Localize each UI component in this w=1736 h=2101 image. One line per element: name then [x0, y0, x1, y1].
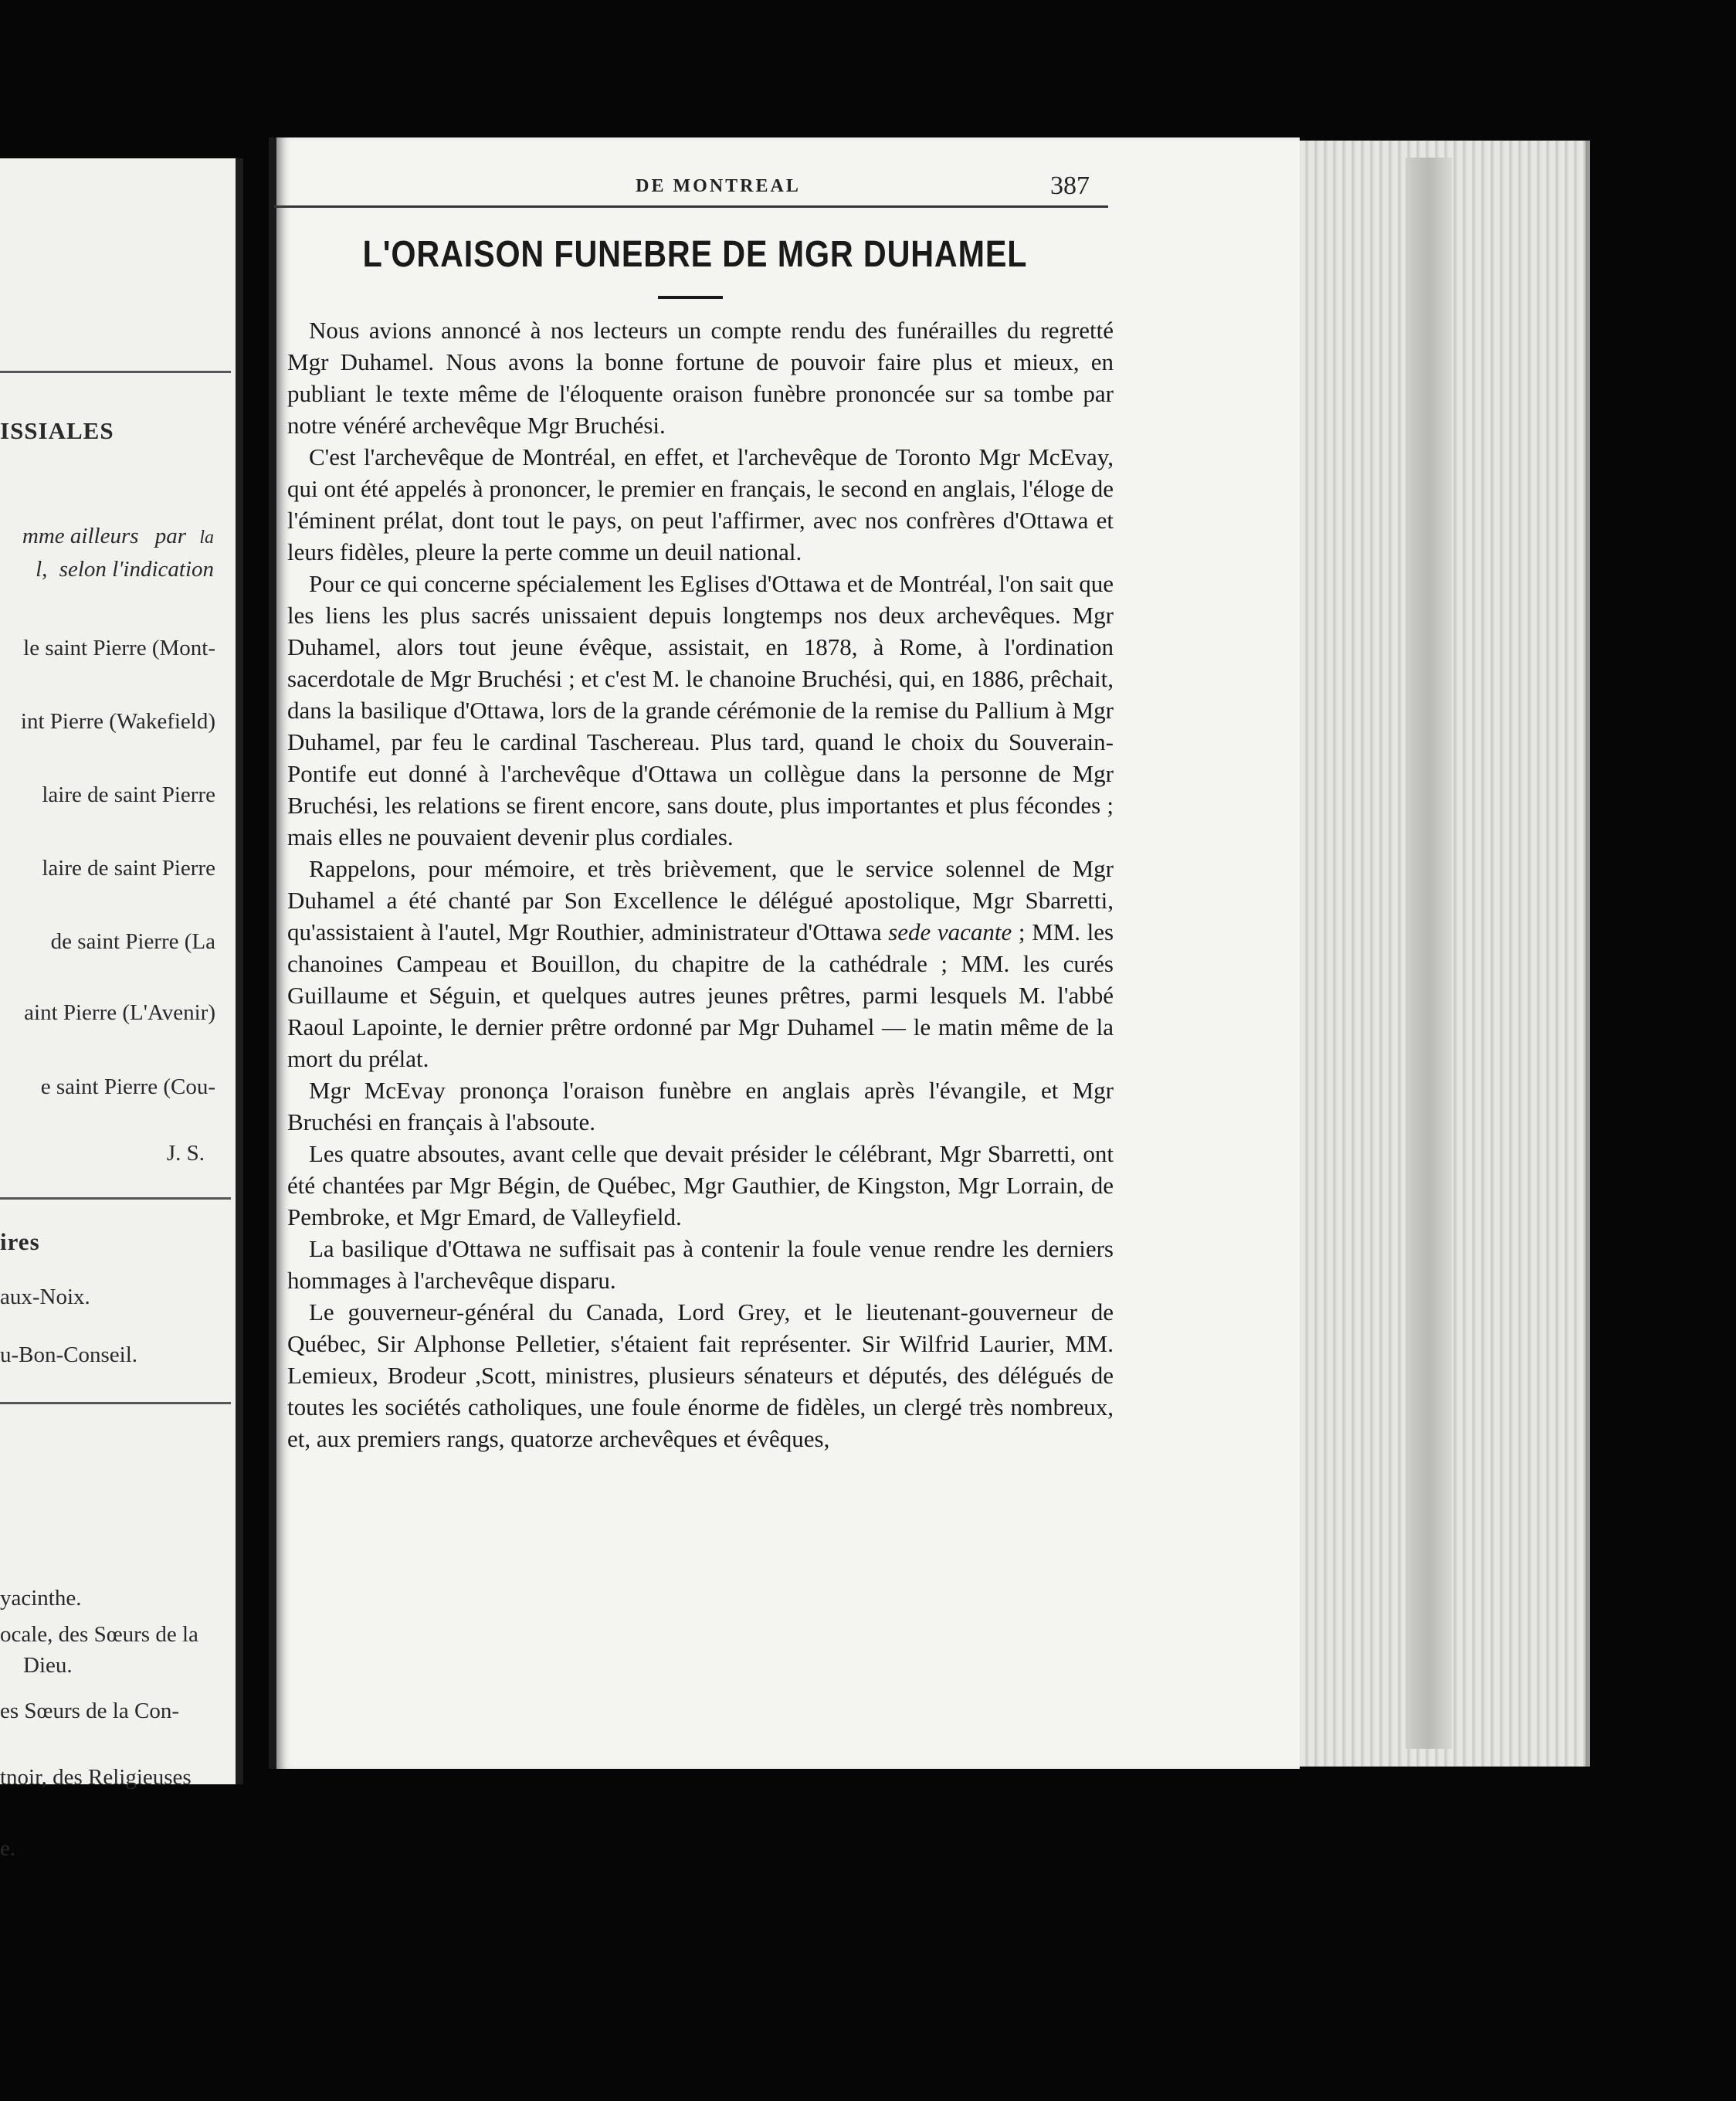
title-rule — [658, 296, 723, 299]
left-rule-bottom — [0, 1402, 231, 1404]
left-tail-line: Dieu. — [23, 1653, 73, 1678]
left-place: aux-Noix. — [0, 1285, 90, 1309]
left-line-1b: par — [154, 524, 187, 548]
article-paragraph: Mgr McEvay prononça l'oraison funèbre en anglais après l'évangile, et Mgr Bruchési en français à l'absoute. — [287, 1077, 1114, 1135]
paragraph-text: ; MM. les chanoines Campeau et Bouillon, du chapitre de la cathédrale ; MM. les curés Guillaume et Séguin, et quelques autres jeunes prêtres, parmi lesquels M. l'abbé Raoul Lapointe, le dernier prêtre ordonné par Mgr Duhamel — le matin même de la mort du prélat. — [287, 918, 1114, 1072]
article-paragraph: Pour ce qui concerne spécialement les Eglises d'Ottawa et de Montréal, l'on sait que les liens les plus sacrés unissaient depuis longtemps nos deux archevêques. Mgr Duhamel, alors tout jeune évêque, assistait, en 1878, à Rome, à l'ordination sacerdotale de Mgr Bruchési ; et c'est M. le chanoine Bruchési, qui, en 1886, prêchait, dans la basilique d'Ottawa, lors de la grande cérémonie de la remise du Pallium à Mgr Duhamel, par feu le cardinal Taschereau. Plus tard, quand le choix du Souverain-Pontife eut donné à l'archevêque d'Ottawa un collègue dans la personne de Mgr Bruchési, les relations se firent encore, sans doute, plus importantes et plus fécondes ; mais elles ne pouvaient devenir plus cordiales. — [287, 570, 1114, 850]
left-place: u-Bon-Conseil. — [0, 1342, 138, 1367]
book-edge-shadow — [1405, 158, 1452, 1749]
article-paragraph: La basilique d'Ottawa ne suffisait pas à contenir la foule venue rendre les derniers hommages à l'archevêque disparu. — [287, 1235, 1114, 1294]
header-rule — [274, 205, 1108, 208]
left-rule-mid — [0, 1197, 231, 1200]
article-paragraph: Le gouverneur-général du Canada, Lord Grey, et le lieutenant-gouverneur de Québec, Sir Alphonse Pelletier, s'étaient fait représenter. Sir Wilfrid Laurier, MM. Lemieux, Brodeur ,Scott, ministres, plusieurs sénateurs et députés, des délégués de toutes les sociétés catholiques, une foule énorme de fidèles, un clergé très nombreux, et, aux premiers rangs, quatorze archevêques et évêques, — [287, 1298, 1114, 1452]
article-paragraph: C'est l'archevêque de Montréal, en effet, et l'archevêque de Toronto Mgr McEvay, qui ont été appelés à prononcer, le premier en français, le second en anglais, l'éloge de l'éminent prélat, dont tout le pays, on peut l'affirmer, avec nos confrères d'Ottawa et leurs fidèles, pleure la perte comme un deuil national. — [287, 443, 1114, 565]
italic-phrase: sede vacante — [888, 918, 1012, 945]
left-heading-top: ISSIALES — [0, 417, 114, 444]
running-head: DE MONTREAL — [636, 176, 801, 196]
left-tail-line: tnoir, des Religieuses — [0, 1765, 192, 1790]
left-entry: aint Pierre (L'Avenir) — [24, 1000, 215, 1025]
left-line — [36, 558, 214, 581]
article-paragraph: Nous avions annoncé à nos lecteurs un compte rendu des funérailles du regretté Mgr Duhamel. Nous avons la bonne fortune de pouvoir faire plus et mieux, en publiant le texte même de l'éloquente oraison funèbre prononcée sur sa tombe par notre vénéré archevêque Mgr Bruchési. — [287, 317, 1114, 439]
article-paragraph — [287, 853, 1114, 1074]
left-tail-line: ocale, des Sœurs de la — [0, 1622, 198, 1647]
left-line-2b: selon l'indication — [59, 557, 214, 582]
left-entry: laire de saint Pierre — [42, 782, 215, 807]
left-tail-line: e. — [0, 1836, 16, 1861]
left-entry: int Pierre (Wakefield) — [20, 709, 215, 734]
article-title: L'ORAISON FUNEBRE DE MGR DUHAMEL — [362, 234, 1028, 275]
left-signature: J. S. — [166, 1141, 205, 1166]
page-number: 387 — [1050, 171, 1090, 200]
left-entry: laire de saint Pierre — [42, 856, 215, 881]
left-line-1a: mme ailleurs — [22, 524, 139, 548]
left-entry: le saint Pierre (Mont- — [23, 636, 215, 660]
left-line-1c: la — [199, 528, 214, 548]
article-paragraph: Les quatre absoutes, avant celle que devait présider le célébrant, Mgr Sbarretti, ont été chantées par Mgr Bégin, de Québec, Mgr Gauthier, de Kingston, Mgr Lorrain, de Pembroke, et Mgr Emard, de Valleyfield. — [287, 1140, 1114, 1230]
left-line — [22, 525, 214, 548]
left-page-fragment — [0, 158, 243, 1861]
paragraph-text: Rappelons, pour mémoire, et très brièvement, que le service solennel de Mgr Duhamel a été chanté par Son Excellence le délégué apostolique, Mgr Sbarretti, qu'assistaient à l'autel, Mgr Routhier, administrateur d'Ottawa — [287, 855, 1114, 945]
left-tail-line: es Sœurs de la Con- — [0, 1699, 179, 1723]
left-entry: e saint Pierre (Cou- — [40, 1074, 215, 1099]
left-heading-bottom: ires — [0, 1228, 40, 1255]
left-tail-line: yacinthe. — [0, 1586, 82, 1611]
left-line-2a: l, — [36, 557, 48, 582]
left-rule-top — [0, 371, 231, 373]
left-entry: de saint Pierre (La — [50, 929, 215, 954]
article-body — [287, 314, 1114, 1454]
